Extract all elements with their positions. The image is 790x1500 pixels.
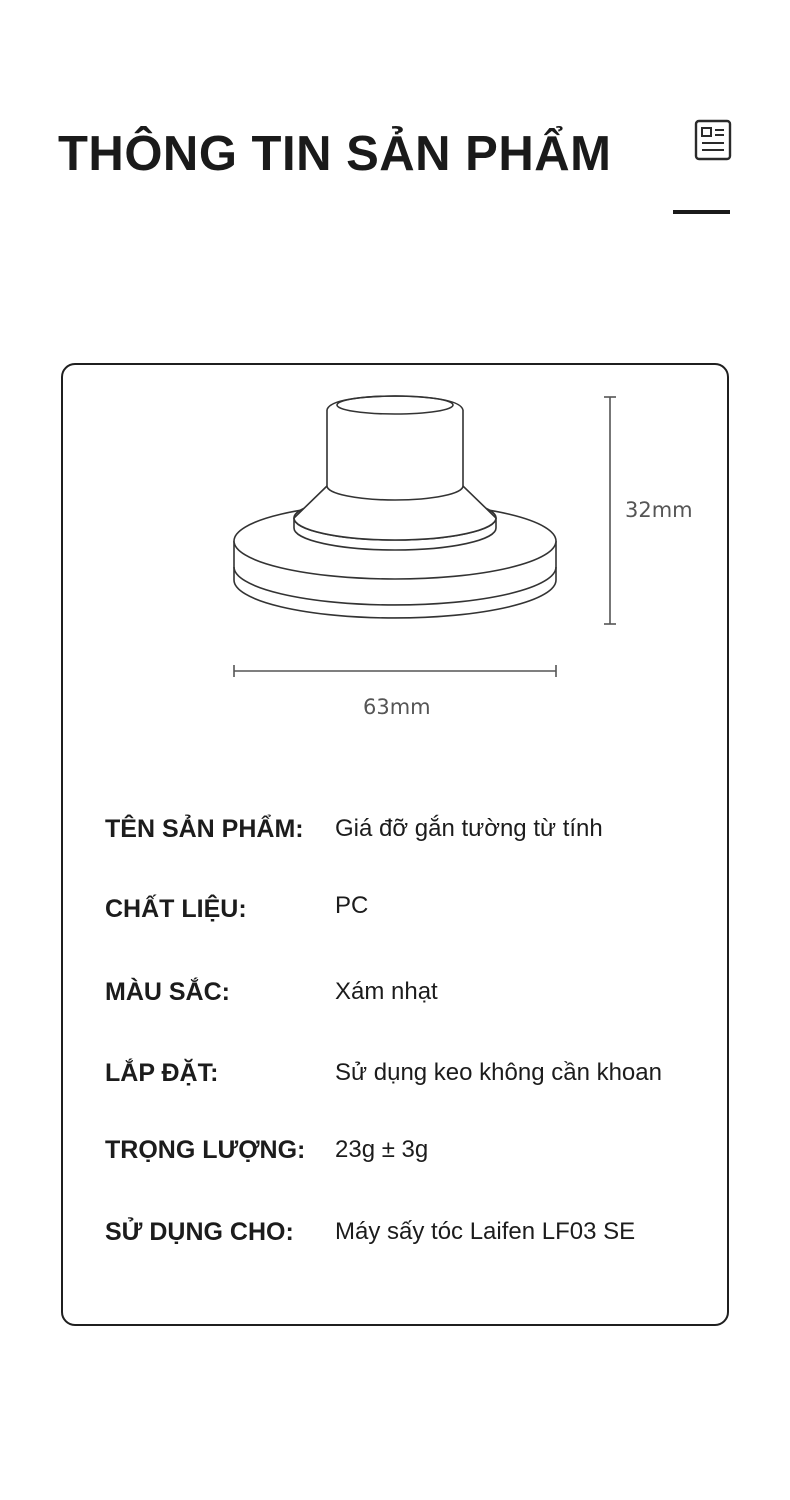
spec-key: SỬ DỤNG CHO: xyxy=(105,1218,294,1246)
spec-row-weight xyxy=(105,1136,725,1176)
spec-value: PC xyxy=(335,892,369,919)
spec-key: TRỌNG LƯỢNG: xyxy=(105,1136,306,1164)
spec-row-compatible-with xyxy=(105,1218,725,1258)
spec-key: CHẤT LIỆU: xyxy=(105,895,247,923)
spec-row-material xyxy=(105,893,725,933)
spec-value: Giá đỡ gắn tường từ tính xyxy=(335,815,603,842)
spec-row-product-name xyxy=(105,815,725,855)
height-dimension-label: 32mm xyxy=(625,498,693,522)
page-title: THÔNG TIN SẢN PHẨM xyxy=(58,127,612,181)
spec-key: LẮP ĐẶT: xyxy=(105,1059,219,1087)
spec-value: Sử dụng keo không cần khoan xyxy=(335,1059,662,1086)
spec-row-installation xyxy=(105,1059,725,1099)
width-dimension-label: 63mm xyxy=(363,695,431,719)
spec-value: Máy sấy tóc Laifen LF03 SE xyxy=(335,1218,636,1245)
spec-key: TÊN SẢN PHẨM: xyxy=(105,815,304,843)
spec-row-color xyxy=(105,978,725,1018)
spec-value: Xám nhạt xyxy=(335,978,438,1005)
spec-key: MÀU SẮC: xyxy=(105,978,230,1006)
spec-value: 23g ± 3g xyxy=(335,1136,429,1163)
